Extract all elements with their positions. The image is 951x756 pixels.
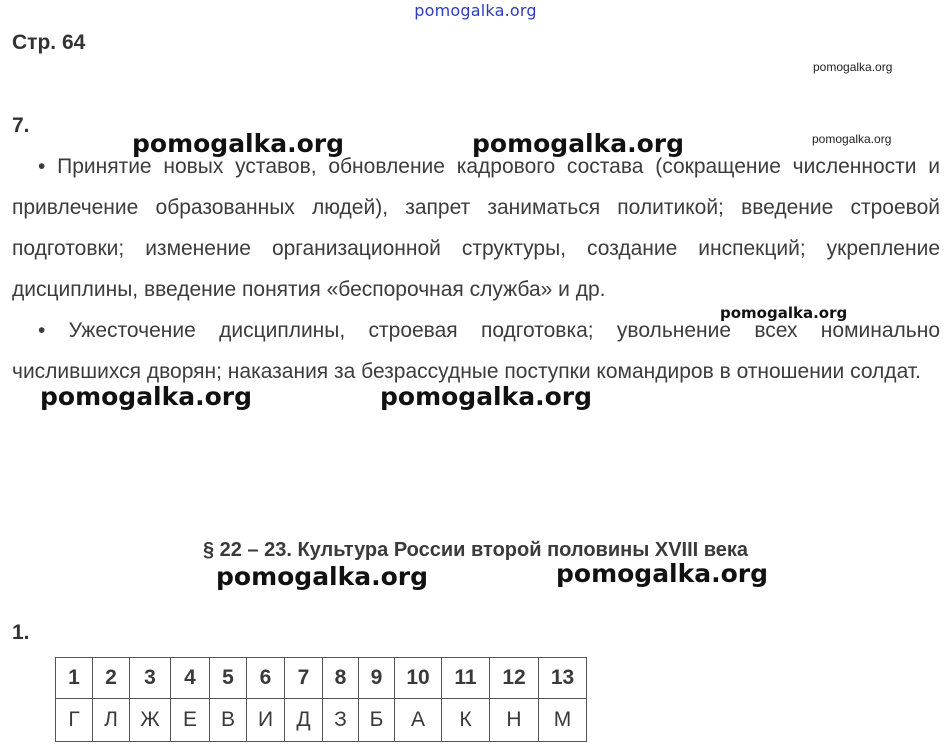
table-cell: З <box>323 699 359 742</box>
table-cell: В <box>210 699 247 742</box>
watermark-large: pomogalka.org <box>132 129 345 158</box>
watermark-top: pomogalka.org <box>414 1 537 20</box>
watermark-large: pomogalka.org <box>472 129 685 158</box>
table-cell: 6 <box>247 658 285 699</box>
table-cell: К <box>442 699 490 742</box>
table-cell: А <box>395 699 442 742</box>
table-cell: Ж <box>130 699 171 742</box>
watermark-small: pomogalka.org <box>813 60 893 74</box>
watermark-large: pomogalka.org <box>40 382 253 411</box>
watermark-large: pomogalka.org <box>216 562 429 591</box>
table-cell: 11 <box>442 658 490 699</box>
watermark-small: pomogalka.org <box>812 132 892 146</box>
table-cell: 4 <box>171 658 210 699</box>
table-cell: 9 <box>359 658 395 699</box>
table-cell: Д <box>285 699 323 742</box>
table-cell: 13 <box>539 658 587 699</box>
table-cell: 5 <box>210 658 247 699</box>
table-cell: 7 <box>285 658 323 699</box>
answer-table <box>55 657 587 742</box>
question-number: 1. <box>12 621 30 644</box>
answer-paragraph: • Принятие новых уставов, обновление кадрового состава (сокращение численности и привлечение образованных людей), запрет заниматься политикой; введение строевой подготовки; изменение организационной структуры, создание инспекций; укрепление дисциплины, введение понятия «беспорочная служба» и др. <box>12 155 940 301</box>
watermark-medium: pomogalka.org <box>720 304 848 322</box>
table-cell: 1 <box>56 658 93 699</box>
watermark-large: pomogalka.org <box>380 382 593 411</box>
table-cell: И <box>247 699 285 742</box>
table-row <box>56 699 587 742</box>
table-cell: 3 <box>130 658 171 699</box>
section-title: § 22 – 23. Культура России второй половины XVIII века <box>202 539 749 561</box>
table-cell: М <box>539 699 587 742</box>
table-header-row <box>56 658 587 699</box>
table-cell: 10 <box>395 658 442 699</box>
answer-paragraph: • Ужесточение дисциплины, строевая подготовка; увольнение всех номинально числившихся дворян; наказания за безрассудные поступки командиров в отношении солдат. <box>12 319 940 383</box>
table-cell: Е <box>171 699 210 742</box>
answer-text <box>12 146 940 392</box>
table-cell: 2 <box>93 658 130 699</box>
page-label: Стр. 64 <box>12 31 86 54</box>
table-cell: Г <box>56 699 93 742</box>
table-cell: 8 <box>323 658 359 699</box>
table-cell: Н <box>490 699 539 742</box>
question-number: 7. <box>12 114 30 137</box>
table-cell: 12 <box>490 658 539 699</box>
table-cell: Б <box>359 699 395 742</box>
watermark-large: pomogalka.org <box>556 559 769 588</box>
table-cell: Л <box>93 699 130 742</box>
